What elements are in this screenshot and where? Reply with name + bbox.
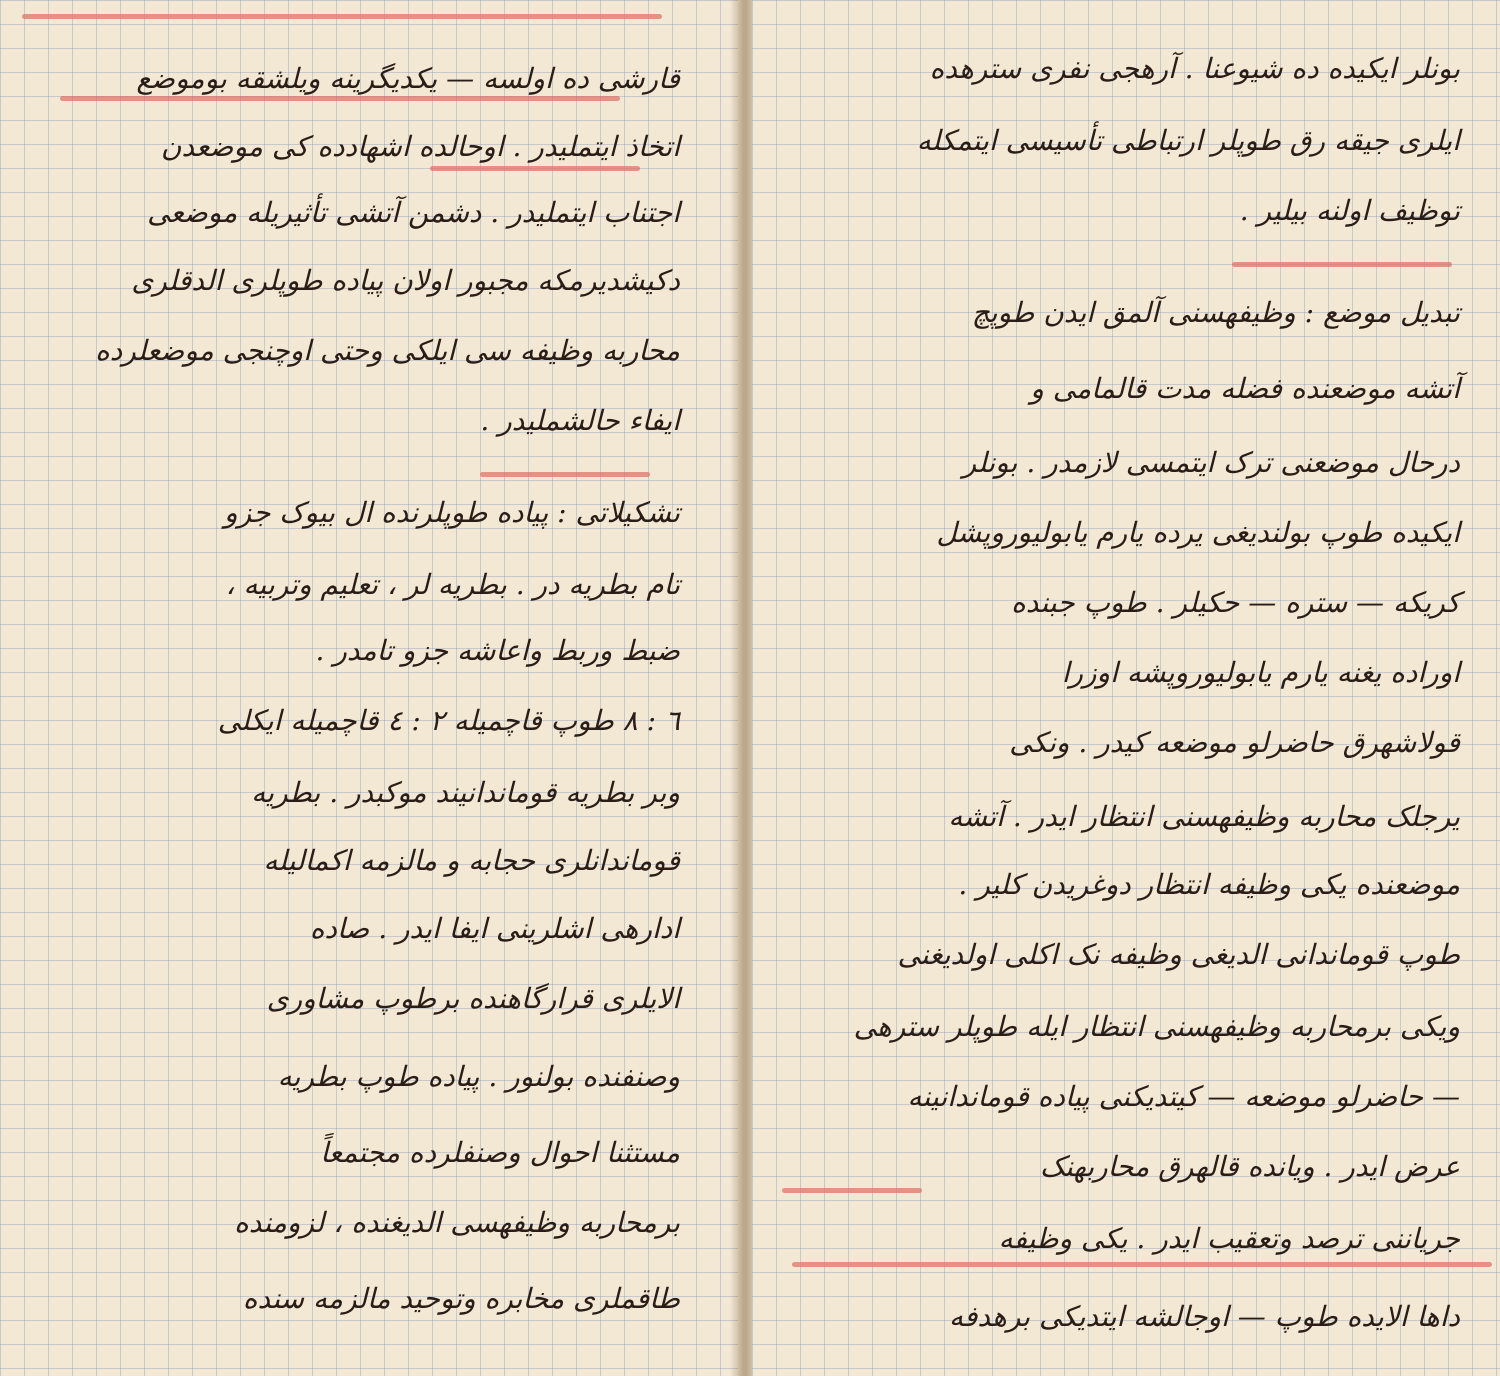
handwritten-line: قوماندانلری حجابه و مالزمه اکمالیله: [263, 844, 680, 877]
handwritten-line: ضبط وربط واعاشه جزو تامدر .: [315, 634, 680, 667]
red-underline: [792, 1262, 1492, 1267]
handwritten-line: ویکی برمحاربه وظیفهسنی انتظار ایله طوپلر سترهی: [853, 1010, 1460, 1043]
handwritten-line: ایفاء حالشملیدر .: [480, 404, 680, 437]
handwritten-line: — حاضرلو موضعه — کیتدیکنی پیاده قوماندانینه: [907, 1080, 1460, 1113]
handwritten-line: داها الایده طوپ — اوجالشه ایتدیکی برهدفه: [948, 1300, 1460, 1333]
handwritten-line: اتخاذ ایتملیدر . اوحالده اشهادده کی موضعدن: [160, 130, 680, 163]
handwritten-line: بونلر ایکیده ده شیوعنا . آرهجی نفری سترهده: [929, 52, 1460, 85]
red-underline: [430, 166, 640, 171]
left-page: [0, 0, 738, 1376]
handwritten-line: ایکیده طوپ بولندیغی یرده یارم یابولیوروپشل: [936, 516, 1460, 549]
handwritten-line: آتشه موضعنده فضله مدت قالمامی و: [1030, 372, 1460, 405]
handwritten-line: یرجلک محاربه وظیفهسنی انتظار ایدر . آتشه: [948, 800, 1460, 833]
handwritten-line: الایلری قرارگاهنده برطوپ مشاوری: [266, 982, 680, 1015]
red-underline: [22, 14, 662, 19]
handwritten-line: تام بطریه در . بطریه لر ، تعلیم وتربیه ،: [225, 568, 680, 601]
handwritten-line: ایلری جیقه رق طوپلر ارتباطی تأسیسی ایتمکله: [916, 124, 1460, 157]
handwritten-line: ٦ : ٨ طوپ قاچمیله ٢ : ٤ قاچمیله ایکلی: [217, 704, 680, 737]
handwritten-line: اوراده یغنه یارم یابولیوروپشه اوزرا: [1061, 656, 1460, 689]
handwritten-line: ادارهی اشلرینی ایفا ایدر . صاده: [309, 912, 680, 945]
handwritten-line: تشکیلاتی : پیاده طوپلرنده ال بیوک جزو: [224, 496, 680, 529]
red-underline: [782, 1188, 922, 1193]
handwritten-line: محاربه وظیفه سی ایلکی وحتی اوچنجی موضعلرده: [95, 334, 680, 367]
handwritten-line: کریکه — ستره — حکیلر . طوپ جبنده: [1011, 586, 1460, 619]
handwritten-line: برمحاربه وظیفهسی الدیغنده ، لزومنده: [234, 1206, 680, 1239]
handwritten-line: دکیشدیرمکه مجبور اولان پیاده طوپلری الدقلری: [131, 264, 680, 297]
handwritten-line: اجتناب ایتملیدر . دشمن آتشی تأثیریله موضعی: [147, 196, 680, 229]
handwritten-line: جریاننی ترصد وتعقیب ایدر . یکی وظیفه: [998, 1222, 1460, 1255]
handwritten-line: طاقملری مخابره وتوحید مالزمه سنده: [242, 1282, 680, 1315]
red-underline: [1232, 262, 1452, 267]
handwritten-line: طوپ قوماندانی الدیغی وظیفه نک اکلی اولدیغنی: [897, 938, 1460, 971]
handwritten-line: درحال موضعنی ترک ایتمسی لازمدر . بونلر: [962, 446, 1460, 479]
handwritten-line: مستثنا احوال وصنفلرده مجتمعاً: [320, 1136, 680, 1169]
handwritten-line: موضعنده یکی وظیفه انتظار دوغریدن کلیر .: [958, 868, 1460, 901]
handwritten-line: توظیف اولنه بیلیر .: [1239, 194, 1460, 227]
red-underline: [60, 96, 620, 101]
right-page: [752, 0, 1500, 1376]
handwritten-line: قارشی ده اولسه — یکدیگرینه ویلشقه بوموضع: [136, 62, 680, 95]
handwritten-line: وصنفنده بولنور . پیاده طوپ بطریه: [277, 1060, 680, 1093]
red-underline: [480, 472, 650, 477]
handwritten-line: عرض ایدر . ویانده قالهرق محاربهنک: [1039, 1150, 1460, 1183]
handwritten-line: وبر بطریه قوماندانیند موکبدر . بطریه: [251, 776, 680, 809]
handwritten-line: تبدیل موضع : وظیفهسنی آلمق ایدن طوپچ: [971, 296, 1460, 329]
handwritten-line: قولاشهرق حاضرلو موضعه کیدر . ونکی: [1009, 726, 1460, 759]
